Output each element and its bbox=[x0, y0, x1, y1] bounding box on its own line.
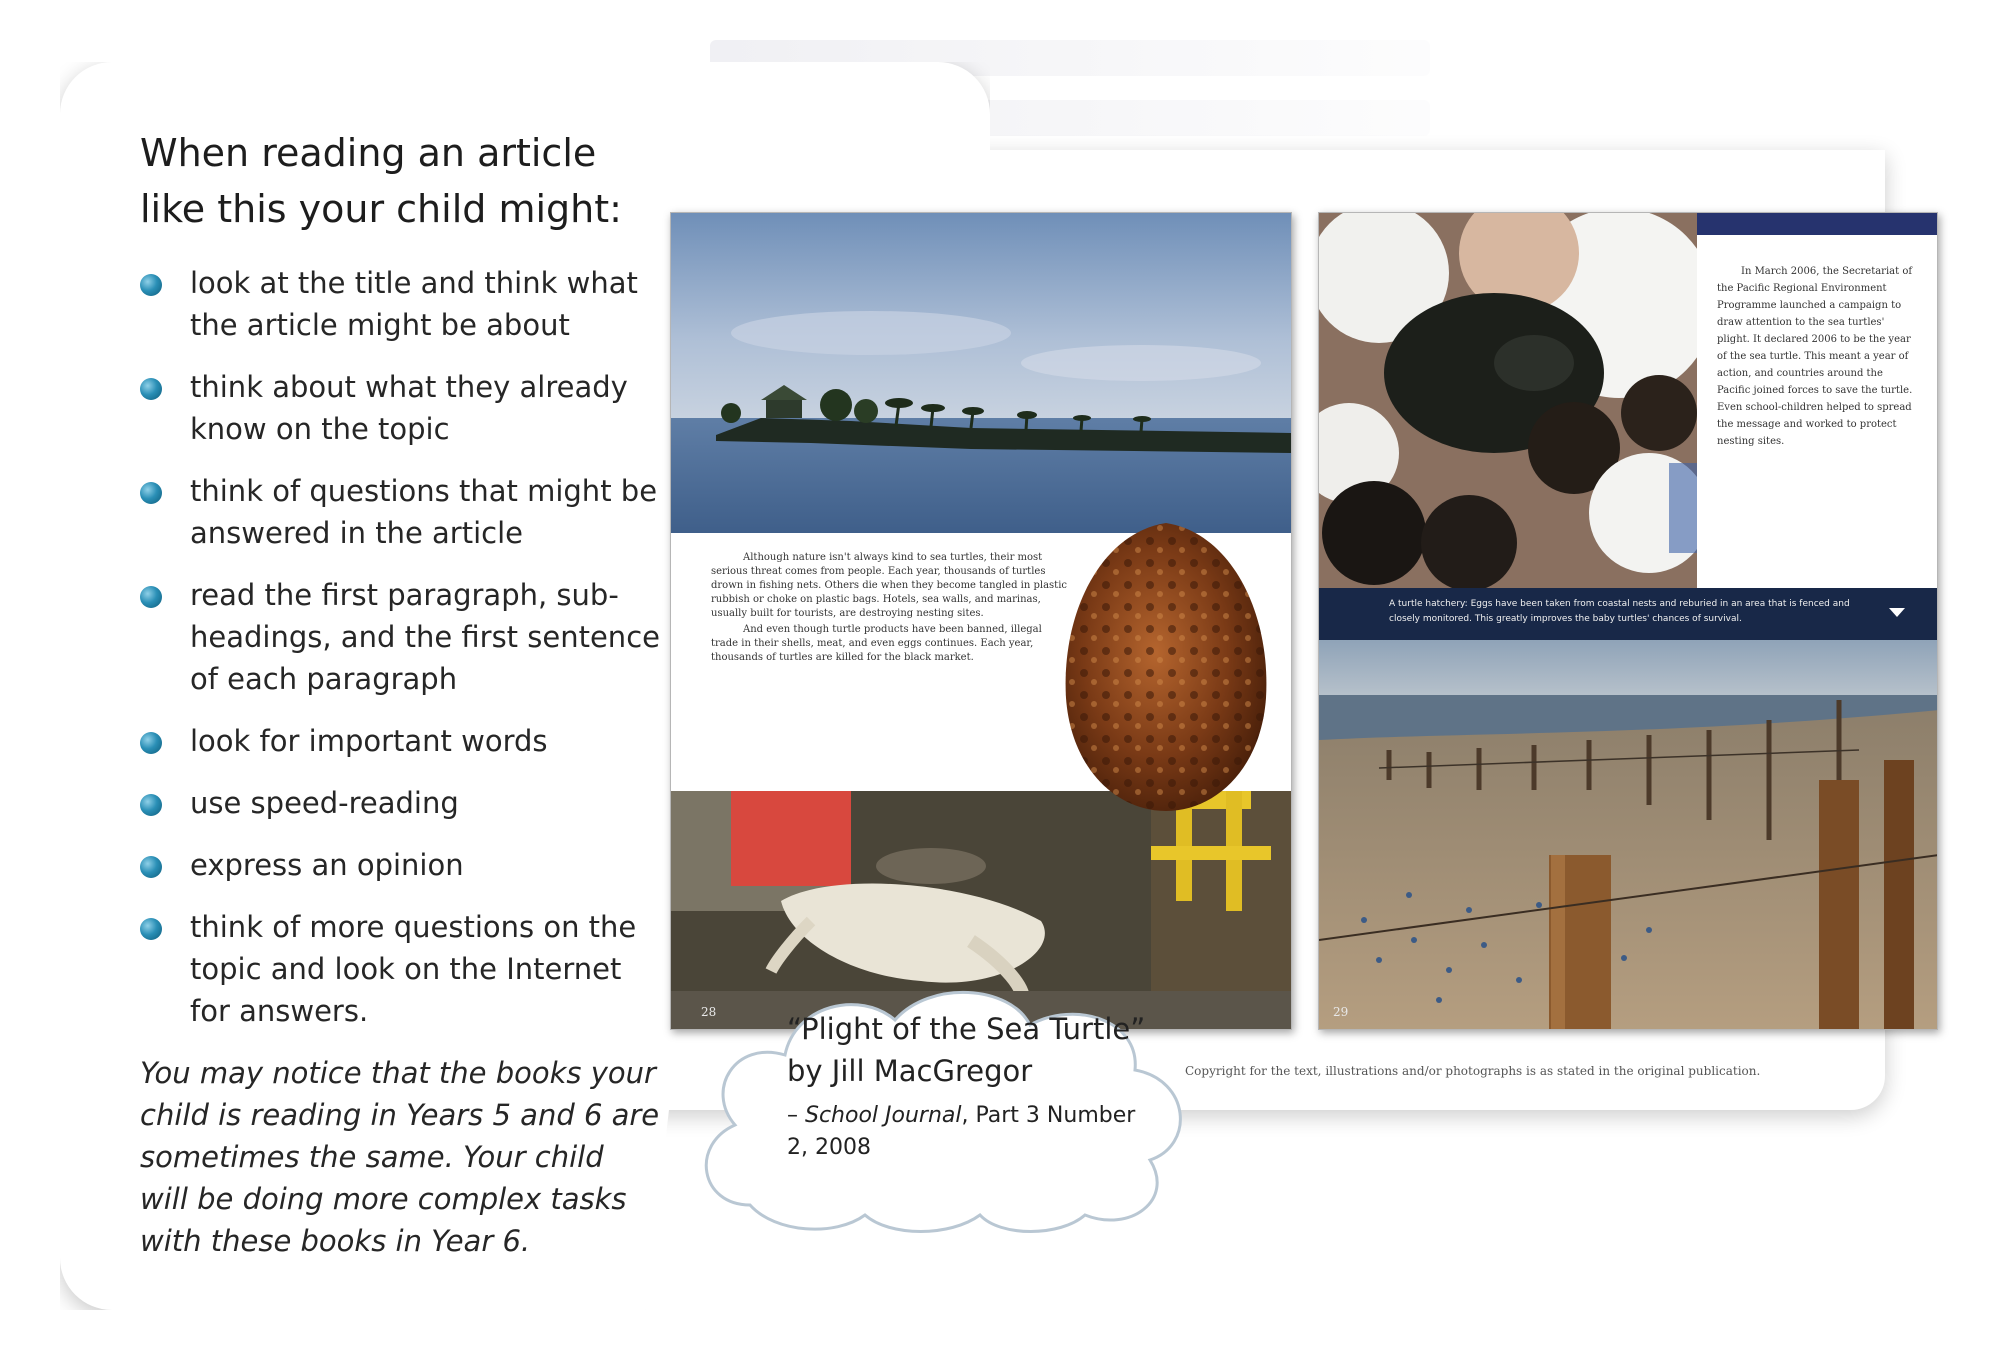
paragraph: And even though turtle products have been banned, illegal trade in their shells, meat, and even eggs continues. Each year, thousands of turtles are killed for the black market. bbox=[711, 624, 1042, 663]
source-prefix: – bbox=[787, 1103, 805, 1128]
left-page-body bbox=[711, 551, 1071, 667]
info-heading: When reading an article like this your child might: bbox=[140, 131, 622, 231]
source-details: , Part 3 Number 2, 2008 bbox=[787, 1103, 1136, 1160]
island-sea-photo bbox=[671, 213, 1292, 533]
photo-caption-bar bbox=[1319, 588, 1938, 640]
copyright-notice: Copyright for the text, illustrations and/or photographs is as stated in the original publication. bbox=[1185, 1064, 1761, 1078]
list-item bbox=[140, 844, 660, 886]
list-item bbox=[140, 470, 660, 554]
bullet-icon bbox=[140, 794, 162, 816]
list-item-text: think of questions that might be answered in the article bbox=[190, 474, 658, 550]
list-item-text: use speed-reading bbox=[190, 786, 459, 820]
list-item-text: express an opinion bbox=[190, 848, 464, 882]
bullet-icon bbox=[140, 856, 162, 878]
right-page-body: In March 2006, the Secretariat of the Pacific Regional Environment Programme launched a campaign to draw attention to the sea turtles' plight. It declared 2006 to be the year of the sea turtle. This meant a year of action, and countries around the Pacific joined forces to save the turtle. Even school-children helped to spread the message and worked to protect nesting sites. bbox=[1717, 266, 1913, 447]
bullet-icon bbox=[140, 274, 162, 296]
article-citation-title: “Plight of the Sea Turtle” by Jill MacGregor bbox=[787, 1012, 1146, 1088]
children-with-turtle-photo bbox=[1319, 213, 1697, 588]
bullet-icon bbox=[140, 378, 162, 400]
bullet-icon bbox=[140, 586, 162, 608]
list-item-text: think of more questions on the topic and look on the Internet for answers. bbox=[190, 910, 637, 1028]
turtle-shell-image bbox=[1056, 513, 1276, 818]
list-item bbox=[140, 366, 660, 450]
photo-caption: A turtle hatchery: Eggs have been taken from coastal nests and reburied in an area that is fenced and closely monitored. This greatly improves the baby turtles' chances of survival. bbox=[1389, 599, 1850, 624]
article-citation-source bbox=[787, 1100, 1147, 1164]
list-item bbox=[140, 782, 660, 824]
bullet-icon bbox=[140, 732, 162, 754]
bullet-icon bbox=[140, 918, 162, 940]
journal-page-left bbox=[670, 212, 1292, 1030]
list-item-text: read the first paragraph, sub-headings, and the first sentence of each paragraph bbox=[190, 578, 660, 696]
list-item-text: look for important words bbox=[190, 724, 548, 758]
page-number: 28 bbox=[701, 1005, 717, 1019]
caption-arrow-icon bbox=[1889, 608, 1905, 617]
paragraph: Although nature isn't always kind to sea turtles, their most serious threat comes from people. Each year, thousands of turtles drown in fishing nets. Others die when they become tangled in plastic rubbish or choke on plastic bags. Hotels, sea walls, and marinas, usually built for tourists, are destroying nesting sites. bbox=[711, 552, 1067, 619]
list-item bbox=[140, 720, 660, 762]
list-item-text: think about what they already know on the topic bbox=[190, 370, 628, 446]
list-item-text: look at the title and think what the article might be about bbox=[190, 266, 638, 342]
list-item bbox=[140, 906, 660, 1032]
bullet-icon bbox=[140, 482, 162, 504]
info-note: You may notice that the books your child is reading in Years 5 and 6 are sometimes the same. Your child will be doing more complex tasks with these books in Year 6. bbox=[140, 1056, 660, 1258]
journal-page-right bbox=[1318, 212, 1938, 1030]
turtle-hatchery-beach-photo bbox=[1319, 640, 1938, 1030]
reading-tips-list bbox=[140, 262, 660, 1052]
list-item bbox=[140, 574, 660, 700]
page-number: 29 bbox=[1333, 1005, 1349, 1019]
source-journal: School Journal bbox=[805, 1103, 962, 1128]
list-item bbox=[140, 262, 660, 346]
cloud-citation bbox=[787, 1008, 1147, 1164]
accent-bar bbox=[1697, 213, 1938, 235]
